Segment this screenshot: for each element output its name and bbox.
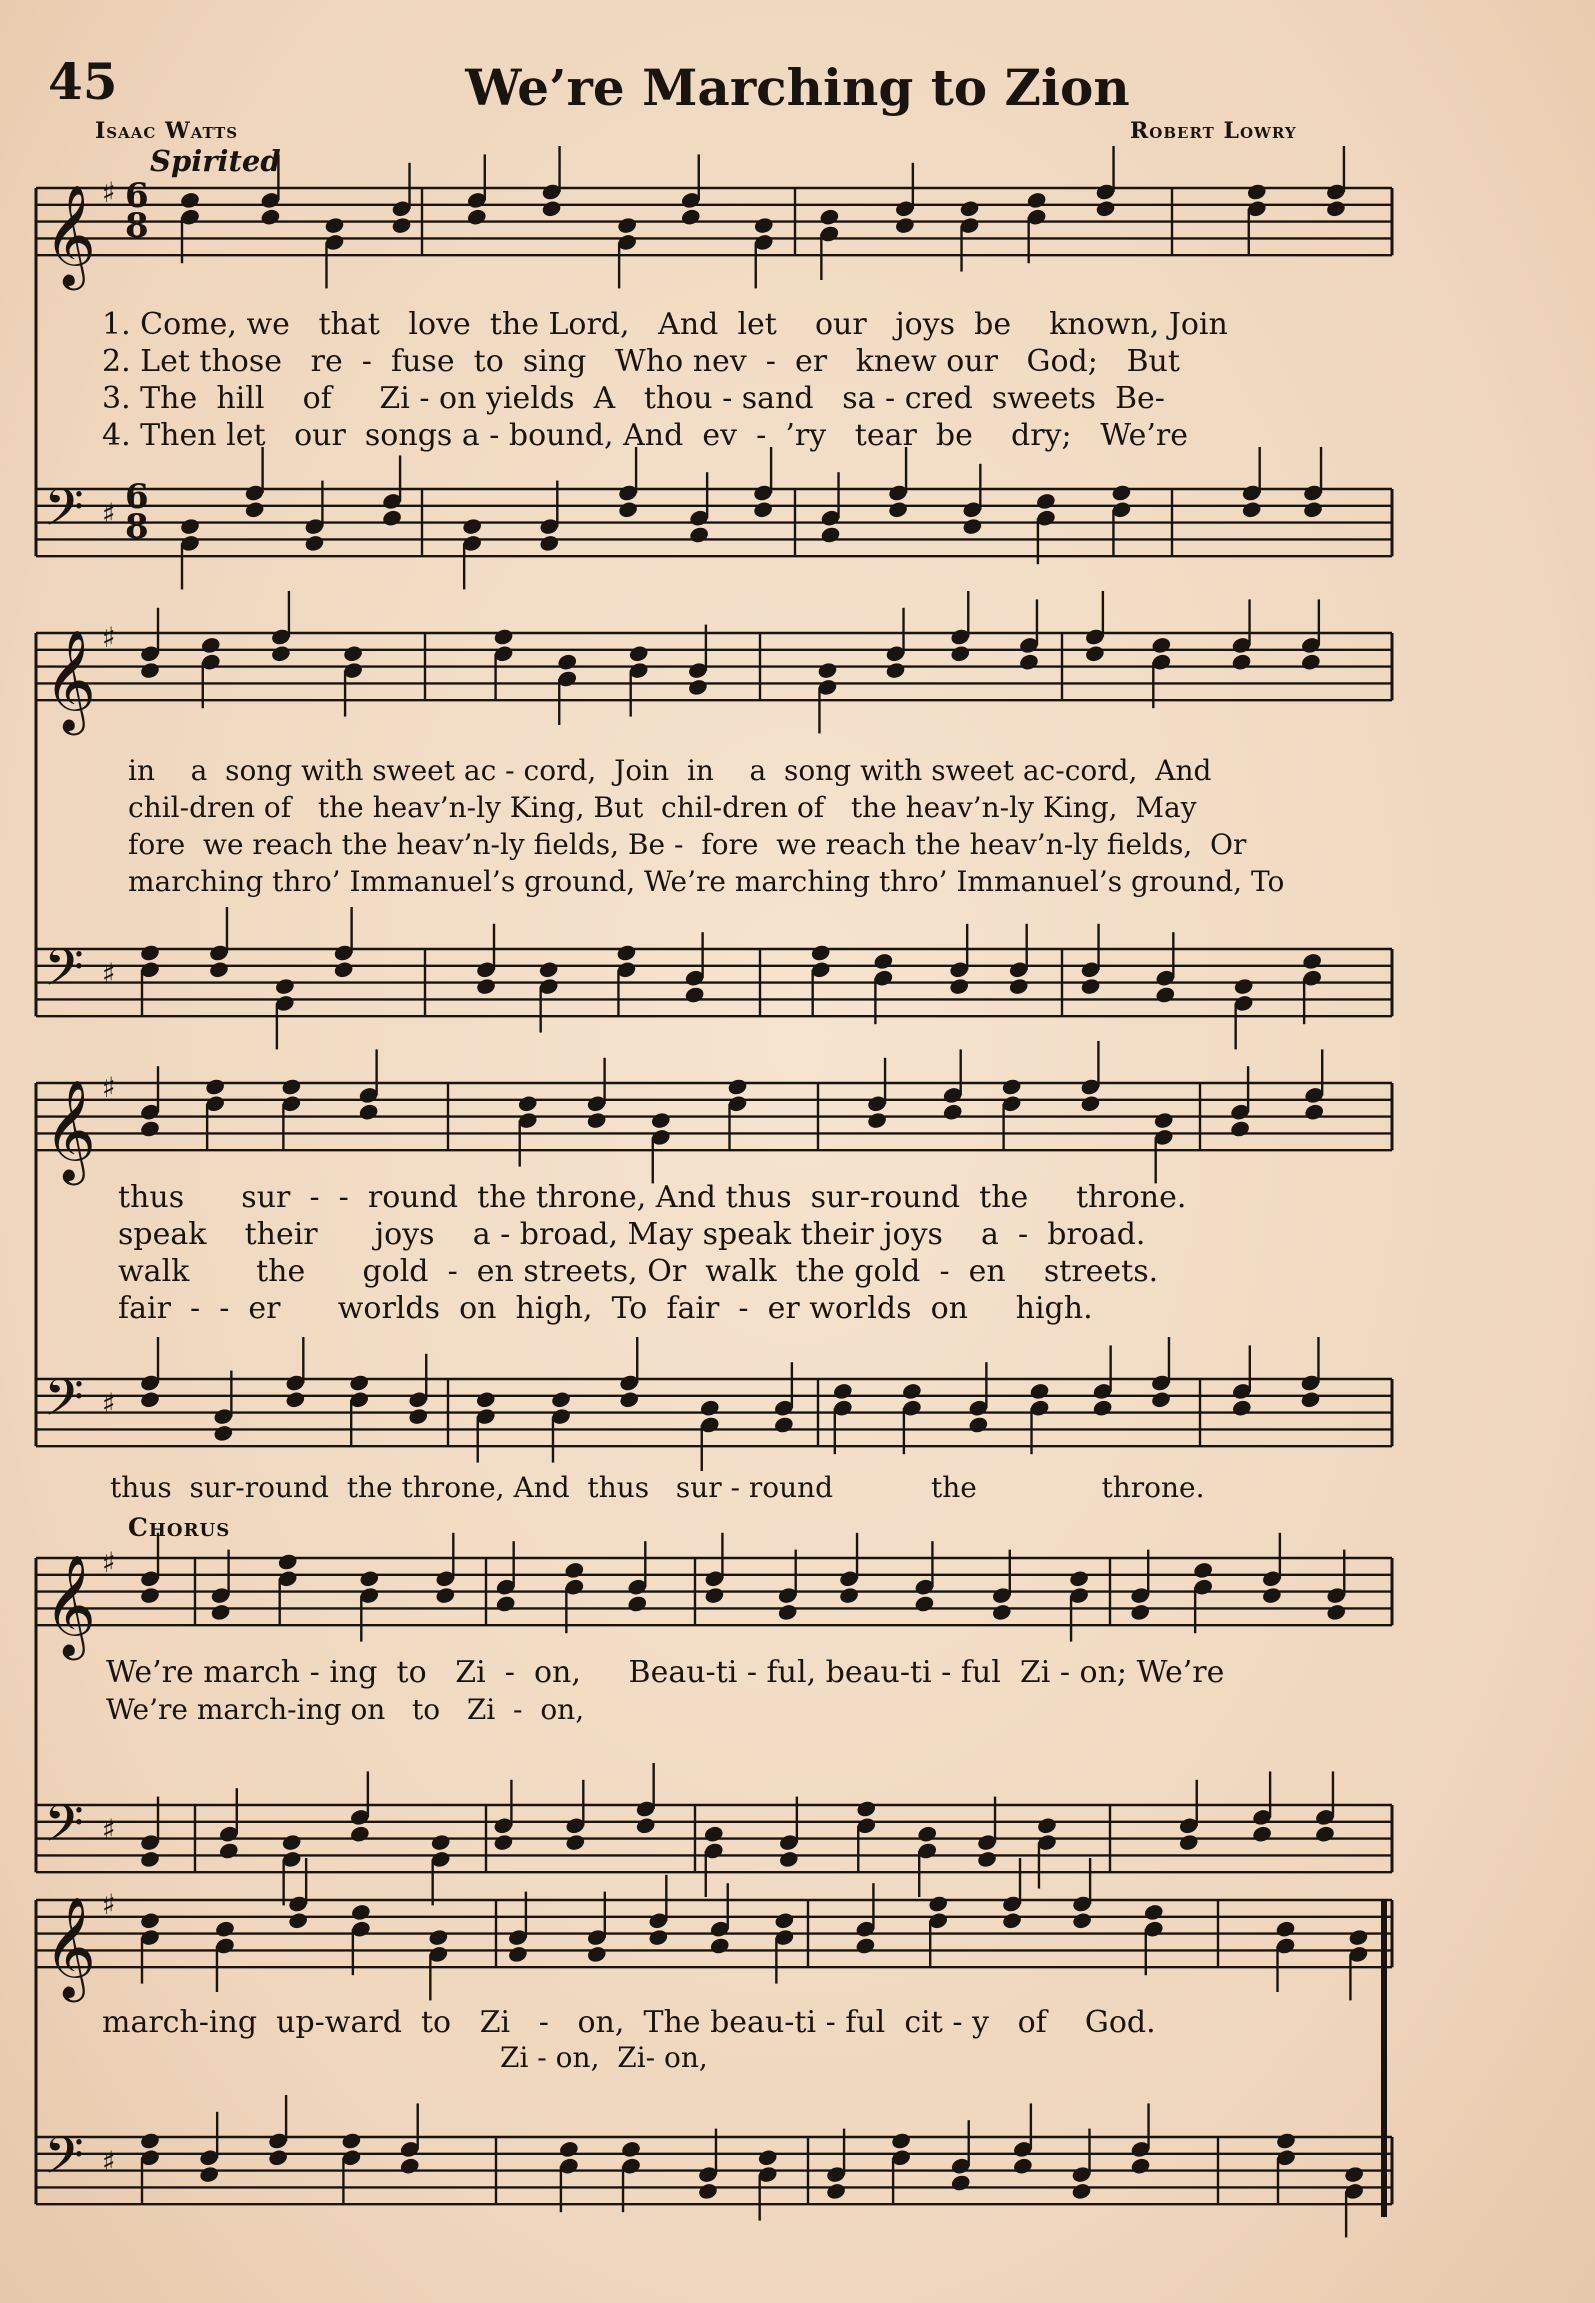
- note-head: [1129, 1603, 1151, 1622]
- note-head: [399, 2157, 421, 2176]
- note-head: [538, 960, 560, 979]
- note-head: [179, 191, 201, 210]
- note-head: [873, 952, 895, 971]
- note-head: [348, 1373, 370, 1392]
- note-head: [1251, 1825, 1273, 1844]
- note-head: [1246, 182, 1268, 201]
- note-head: [260, 208, 282, 227]
- note-head: [200, 636, 222, 655]
- tempo-marking: Spirited: [150, 144, 281, 178]
- hymn-number: 45: [48, 52, 118, 111]
- note-head: [139, 1911, 161, 1930]
- note-head: [1095, 199, 1117, 218]
- treble-clef-icon: 𝄞: [44, 1895, 97, 1999]
- note-head: [1018, 653, 1040, 672]
- chorus-echo-line-1: We’re march-ing on to Zi - on,: [106, 1693, 585, 1726]
- note-head: [1080, 1094, 1102, 1113]
- sharp-icon: ♯: [102, 1071, 116, 1104]
- note-head: [1343, 2165, 1365, 2184]
- note-head: [139, 2131, 161, 2150]
- note-head: [927, 1894, 949, 1913]
- note-head: [1029, 1382, 1051, 1401]
- note-head: [635, 1816, 657, 1835]
- note-head: [430, 1833, 452, 1852]
- note-head: [1143, 1903, 1165, 1922]
- verse-3-line-3: walk the gold - en streets, Or walk the gold - en streets.: [118, 1254, 1159, 1289]
- note-head: [210, 1603, 232, 1622]
- verse-1-line-1: 1. Come, we that love the Lord, And let our joys be known, Join: [102, 307, 1228, 342]
- note-head: [342, 644, 364, 663]
- time-signature: 8: [125, 206, 149, 246]
- note-head: [475, 977, 497, 996]
- note-head: [1275, 2131, 1297, 2150]
- note-head: [1300, 653, 1322, 672]
- hymn-title: We’re Marching to Zion: [465, 58, 1130, 117]
- verse-1-line-2: in a song with sweet ac - cord, Join in a song with sweet ac-cord, And: [128, 754, 1212, 787]
- note-head: [1092, 1399, 1114, 1418]
- note-head: [1026, 191, 1048, 210]
- note-head: [1261, 1586, 1283, 1605]
- note-head: [1325, 199, 1347, 218]
- note-head: [1301, 952, 1323, 971]
- note-head: [752, 500, 774, 519]
- note-head: [1130, 2157, 1152, 2176]
- chorus-line-1: We’re march - ing to Zi - on, Beau-ti - ful, beau-ti - ful Zi - on; We’re: [106, 1655, 1225, 1690]
- note-head: [1084, 644, 1106, 663]
- note-head: [1071, 1911, 1093, 1930]
- note-head: [753, 216, 775, 235]
- note-head: [358, 1569, 380, 1588]
- verse-4-line-3: fair - - er worlds on high, To fair - er worlds on high.: [118, 1291, 1093, 1326]
- note-head: [1012, 2157, 1034, 2176]
- note-head: [1036, 1816, 1058, 1835]
- note-head: [680, 208, 702, 227]
- note-head: [976, 1850, 998, 1869]
- note-head: [699, 1399, 721, 1418]
- note-head: [866, 1111, 888, 1130]
- treble-clef-icon: 𝄞: [44, 628, 97, 732]
- note-head: [1035, 492, 1057, 511]
- note-head: [949, 644, 971, 663]
- note-head: [825, 2182, 847, 2201]
- note-head: [564, 1833, 586, 1852]
- note-head: [818, 208, 840, 227]
- note-head: [1303, 1103, 1325, 1122]
- verse-2-line-2: chil-dren of the heav’n-ly King, But chil-dren of the heav’n-ly King, May: [128, 791, 1197, 824]
- note-head: [538, 534, 560, 553]
- note-head: [212, 1424, 234, 1443]
- note-head: [709, 1936, 731, 1955]
- sharp-icon: ♯: [102, 497, 116, 530]
- treble-clef-icon: 𝄞: [44, 1078, 97, 1182]
- note-head: [1275, 1920, 1297, 1939]
- note-head: [901, 1382, 923, 1401]
- note-head: [214, 1920, 236, 1939]
- note-head: [333, 960, 355, 979]
- note-head: [434, 1586, 456, 1605]
- note-head: [407, 1407, 429, 1426]
- note-head: [1153, 1111, 1175, 1130]
- sharp-icon: ♯: [102, 957, 116, 990]
- note-head: [684, 985, 706, 1004]
- note-head: [1001, 1911, 1023, 1930]
- note-head: [817, 661, 839, 680]
- note-head: [586, 1945, 608, 1964]
- note-head: [287, 1911, 309, 1930]
- note-head: [1348, 1928, 1370, 1947]
- note-head: [778, 1850, 800, 1869]
- note-head: [687, 678, 709, 697]
- note-head: [461, 517, 483, 536]
- sharp-icon: ♯: [102, 621, 116, 654]
- note-head: [139, 943, 161, 962]
- note-head: [1008, 977, 1030, 996]
- note-head: [616, 216, 638, 235]
- note-head: [1231, 653, 1253, 672]
- note-head: [1150, 1390, 1172, 1409]
- note-head: [324, 216, 346, 235]
- note-head: [1178, 1833, 1200, 1852]
- bass-clef-icon: 𝄢: [44, 1793, 84, 1866]
- verse-2-line-3: speak their joys a - broad, May speak their joys a - broad.: [118, 1217, 1146, 1252]
- note-head: [650, 1111, 672, 1130]
- note-head: [618, 1390, 640, 1409]
- note-head: [466, 208, 488, 227]
- note-head: [358, 1103, 380, 1122]
- sharp-icon: ♯: [102, 1546, 116, 1579]
- treble-clef-icon: 𝄞: [44, 183, 97, 287]
- note-head: [284, 1390, 306, 1409]
- note-head: [1233, 977, 1255, 996]
- note-head: [620, 2140, 642, 2159]
- note-head: [697, 2182, 719, 2201]
- note-head: [139, 1390, 161, 1409]
- note-head: [820, 525, 842, 544]
- note-head: [281, 1833, 303, 1852]
- bass-clef-icon: 𝄢: [44, 477, 84, 550]
- note-head: [507, 1945, 529, 1964]
- sharp-icon: ♯: [102, 2145, 116, 2178]
- note-head: [139, 1586, 161, 1605]
- note-head: [270, 644, 292, 663]
- note-head: [550, 1390, 572, 1409]
- note-head: [855, 1799, 877, 1818]
- note-head: [208, 960, 230, 979]
- note-head: [832, 1382, 854, 1401]
- composer-credit: Robert Lowry: [1130, 118, 1297, 144]
- note-head: [616, 943, 638, 962]
- note-head: [495, 1594, 517, 1613]
- note-head: [1241, 500, 1263, 519]
- note-head: [688, 525, 710, 544]
- chorus-echo-line-2: Zi - on, Zi- on,: [500, 2041, 708, 2074]
- note-head: [617, 500, 639, 519]
- note-head: [810, 943, 832, 962]
- note-head: [628, 644, 650, 663]
- note-head: [703, 1825, 725, 1844]
- note-head: [1068, 1569, 1090, 1588]
- note-head: [855, 1936, 877, 1955]
- note-head: [564, 1561, 586, 1580]
- verse-1-line-3: thus sur - - round the throne, And thus sur-round the throne.: [118, 1180, 1187, 1215]
- sharp-icon: ♯: [102, 1813, 116, 1846]
- note-head: [887, 500, 909, 519]
- note-head: [179, 517, 201, 536]
- note-head: [1150, 636, 1172, 655]
- note-head: [244, 500, 266, 519]
- note-head: [274, 977, 296, 996]
- note-head: [948, 977, 970, 996]
- chorus-label: Chorus: [128, 1513, 231, 1542]
- note-head: [1111, 483, 1133, 502]
- note-head: [558, 2140, 580, 2159]
- note-head: [341, 2131, 363, 2150]
- note-head: [1231, 1399, 1253, 1418]
- note-head: [757, 2148, 779, 2167]
- note-head: [773, 1415, 795, 1434]
- note-head: [1071, 2182, 1093, 2201]
- note-head: [281, 1077, 303, 1096]
- note-head: [894, 216, 916, 235]
- note-head: [427, 1928, 449, 1947]
- note-head: [350, 1903, 372, 1922]
- note-head: [391, 216, 413, 235]
- bass-clef-icon: 𝄢: [44, 1367, 84, 1440]
- sharp-icon: ♯: [102, 1387, 116, 1420]
- note-head: [916, 1825, 938, 1844]
- note-head: [727, 1077, 749, 1096]
- note-head: [139, 1119, 161, 1138]
- note-head: [218, 1841, 240, 1860]
- note-head: [885, 661, 907, 680]
- note-head: [968, 1415, 990, 1434]
- note-head: [1300, 1390, 1322, 1409]
- time-signature: 8: [125, 507, 149, 547]
- time-signature: 6: [125, 176, 149, 216]
- note-head: [381, 509, 403, 528]
- note-head: [1192, 1561, 1214, 1580]
- note-head: [1314, 1825, 1336, 1844]
- note-head: [586, 1111, 608, 1130]
- note-head: [1001, 1077, 1023, 1096]
- note-head: [1080, 977, 1102, 996]
- note-head: [475, 1390, 497, 1409]
- note-head: [204, 1077, 226, 1096]
- verse-2-line-1: 2. Let those re - fuse to sing Who nev - er knew our God; But: [102, 344, 1180, 379]
- note-head: [139, 661, 161, 680]
- note-head: [1302, 500, 1324, 519]
- note-head: [517, 1094, 539, 1113]
- note-head: [139, 1850, 161, 1869]
- note-head: [914, 1594, 936, 1613]
- note-head: [774, 1911, 796, 1930]
- note-head: [704, 1586, 726, 1605]
- note-head: [556, 653, 578, 672]
- verse-3-line-1: 3. The hill of Zi - on yields A thou - sand sa - cred sweets Be-: [102, 381, 1165, 416]
- note-head: [198, 2165, 220, 2184]
- bass-echo-lyric: thus sur-round the throne, And thus sur - round the throne.: [110, 1471, 1205, 1504]
- sharp-icon: ♯: [102, 176, 116, 209]
- note-head: [950, 2173, 972, 2192]
- note-head: [991, 1603, 1013, 1622]
- note-head: [1325, 1603, 1347, 1622]
- note-head: [838, 1586, 860, 1605]
- note-head: [777, 1603, 799, 1622]
- note-head: [1154, 985, 1176, 1004]
- lyricist-credit: Isaac Watts: [95, 118, 239, 144]
- note-head: [541, 199, 563, 218]
- note-head: [959, 199, 981, 218]
- bass-clef-icon: 𝄢: [44, 937, 84, 1010]
- time-signature: 6: [125, 477, 149, 517]
- treble-clef-icon: 𝄞: [44, 1553, 97, 1657]
- note-head: [647, 1928, 669, 1947]
- note-head: [304, 534, 326, 553]
- bass-clef-icon: 𝄢: [44, 2125, 84, 2198]
- chorus-line-2: march-ing up-ward to Zi - on, The beau-ti - ful cit - y of God.: [102, 2005, 1156, 2040]
- note-head: [1229, 1119, 1251, 1138]
- note-head: [349, 1825, 371, 1844]
- note-head: [961, 517, 983, 536]
- note-head: [942, 1103, 964, 1122]
- note-head: [267, 2148, 289, 2167]
- note-head: [493, 1833, 515, 1852]
- sharp-icon: ♯: [102, 1888, 116, 1921]
- note-head: [890, 2131, 912, 2150]
- verse-4-line-2: marching thro’ Immanuel’s ground, We’re marching thro’ Immanuel’s ground, To: [128, 865, 1285, 898]
- note-head: [493, 627, 515, 646]
- verse-3-line-2: fore we reach the heav’n-ly fields, Be - fore we reach the heav’n-ly fields, Or: [128, 828, 1247, 861]
- verse-4-line-1: 4. Then let our songs a - bound, And ev - ’ry tear be dry; We’re: [102, 418, 1188, 453]
- note-head: [626, 1594, 648, 1613]
- note-head: [277, 1552, 299, 1571]
